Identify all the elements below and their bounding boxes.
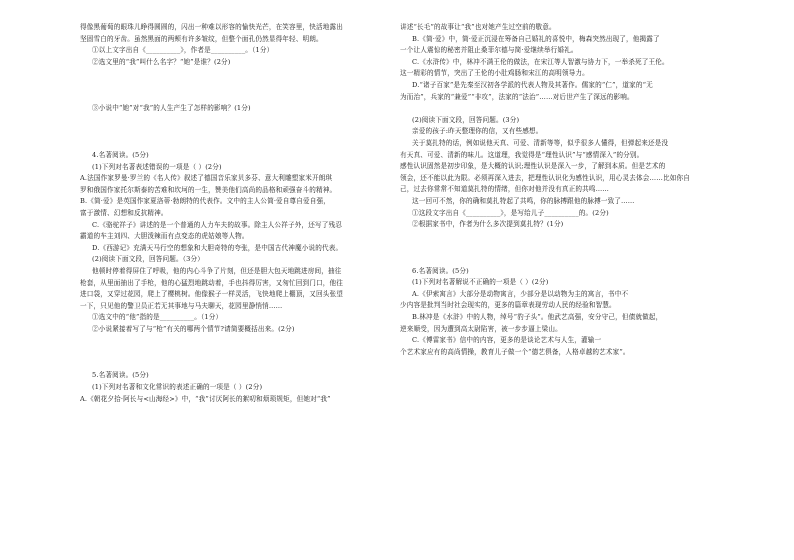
text-line [80,115,420,150]
text-line: 关于莫扎特的话，例如说他天真、可爱、清新等等，似乎很多人懂得，但弹起来还是没 [412,138,669,147]
text-line: 为而治”，兵家的“兼爱”“非攻”，法家的“法治”……对后世产生了深远的影响。 [400,92,634,101]
text-line: A.《伊索寓言》大部分是动物寓言，少部分是以动物为主的寓言，书中不 [412,289,629,298]
text-line: 枪套，从里面抽出了手枪，他的心猛烈地跳动着，手也抖得厉害，又匆忙回到门口，他往 [80,278,344,287]
text-line: ②根据家书中，作者为什么多次提到莫扎特？(1分) [412,220,564,229]
text-line [80,68,420,103]
text-line [400,103,740,115]
text-line: 有天真、可爱、清新的味儿。这道理，我觉得是“理性认识”与“感情深入”的分别。 [400,150,644,159]
text-line: (1)下列对名著解说不正确的一项是（ ）(2分) [412,278,549,287]
text-line: D.《西游记》充满天马行空的想象和大胆奇特的夸张，是中国古代神魔小说的代表。 [92,243,343,252]
text-line: ②选文里的“我”叫什么名字？“她”是谁？(2分) [92,57,231,66]
text-line: 少内容是批判当时社会现实的，更多的篇章表现劳动人民的经验和智慧。 [400,301,616,310]
text-line: 坚固雪白的牙齿。虽然黑面的两颊有许多皱纹，但整个面孔仍然显得年轻、明朗。 [80,34,323,43]
text-line: 一下，只见他的警卫员正若无其事地与马夫聊天，花园里静悄悄…… [80,301,283,310]
text-line: 6.名著阅读。(5分) [412,266,469,275]
text-line [80,335,420,370]
text-line: (1)下列对名著表述错误的一项是（ ）(2分) [92,162,222,171]
text-line: ②小说紧接着写了与“枪”有关的哪两个情节?请简要概括出来。(2分) [92,324,295,333]
text-line: 感性认识固然是初步印象，是大概的认识;理性认识是深入一步，了解到本质。但是艺术的 [400,162,666,171]
text-line: 个艺术家应有的高尚情操，教育儿子做一个“德艺俱备，人格卓越的艺术家”。 [400,347,630,356]
text-line: B.《简·爱》中，简·爱正沉浸在筹备自己婚礼的喜悦中，梅森突然出现了，他揭露了 [412,34,660,43]
text-line: 逆来顺受，因为遭到高太尉陷害，被一步步逼上梁山。 [400,324,562,333]
text-line: C.《傅雷家书》信中的内容，更多的是谈论艺术与人生，灌输一 [412,336,602,345]
text-line: D.“诸子百家”是先秦至汉初各学派的代表人物及其著作。儒家的“仁”，道家的“无 [412,80,653,89]
right-column [400,22,740,358]
text-line: (1)下列对名著和文化常识的表述正确的一项是（ ）(2分) [92,383,263,392]
text-line: B.林冲是《水浒》中的人物，绰号“豹子头”。他武艺高强，安分守己，但债就做起， [412,313,663,322]
text-line: 己，过去你常常不知道莫扎特的情绪，但你对他并没有真正的共鸣…… [400,185,610,194]
text-line: 罗和俄国作家托尔斯泰的苦难和坎坷的一生，赞美他们高尚的品格和顽强奋斗的精神。 [80,185,337,194]
text-line [400,231,740,266]
text-line: C.《骆驼祥子》讲述的是一个普通的人力车夫的故事。除主人公祥子外，还写了残忍 [92,220,342,229]
text-line: (2)阅读下面文段，回答问题。（3分） [92,255,204,264]
text-line: 这一精彩的情节，突出了王伦的小肚鸡肠和宋江的高明领导力。 [400,69,589,78]
text-line: ①以上文字出自《__________》，作者是__________。（1分） [92,46,274,55]
text-line: ①选文中的“他”指的是__________。（1分） [92,313,223,322]
text-line: B.《简·爱》是英国作家夏洛蒂·勃朗特的代表作。文中的主人公简·爱自尊自爱自强， [80,197,331,206]
text-line: 一个让人震惊的秘密并阻止桑菲尔德与简·爱继续举行婚礼。 [400,46,578,55]
text-line: 讲述“长毛”的故事让“我”也对她产生过空前的敬意。 [400,23,556,31]
text-line: C.《水浒传》中，林冲不满王伦的做法，在宋江等人智激与协力下，一举杀死了王伦。 [412,57,669,66]
text-line: 进口袋，又穿过花园，爬上了樱桃树。他像猴子一样灵活，飞快地爬上棚顶，又回头张望 [80,290,344,299]
exam-page [0,22,794,542]
text-line: A.法国作家罗曼·罗兰的《名人传》叙述了德国音乐家贝多芬、意大利雕塑家米开朗琪 [80,174,333,183]
text-line: 领会，还不能以此为限。必须再深入进去，把理性认识化为感性认识，用心灵去体会……比如你自 [400,173,690,182]
text-line: 得像黑葡萄的眼珠儿睁得圆圆的，闪出一种难以形容的愉快光芒，在笑容里，快活地露出 [80,23,344,31]
text-line: ③小说中“她”对“我”的人生产生了怎样的影响？(1分) [92,104,251,113]
left-column [80,22,420,405]
text-line: 亲爱的孩子:昨天整理你的信，又有些感想。 [412,127,543,136]
text-line: (2)阅读下面文段，回答问题。(3分) [412,115,520,124]
text-line: 这一回可不然，你的确和莫扎特起了共鸣，你的脉搏跟他的脉搏一致了…… [412,196,635,205]
text-line: 他顿时停着得屏住了呼吸，他的内心斗争了片刻，但还是胆大包天地跳进房间，抽往 [92,266,342,275]
text-line: 富于激情、幻想和反抗精神。 [80,208,168,217]
text-line: 5.名著阅读。(5分) [92,371,149,380]
text-line: 霸道的车主刘四、大胆泼辣而有点变态的虎姑娘等人物。 [80,232,249,241]
text-line: 4.名著阅读。(5分) [92,150,149,159]
text-line: A.《朝花夕拾·阿长与<山海经>》中，“我”讨厌阿长的絮叨和烦琐规矩，但她对“我” [80,394,331,403]
text-line: ①这段文字出自《__________》，是写给儿子__________的。(2分) [412,208,609,217]
